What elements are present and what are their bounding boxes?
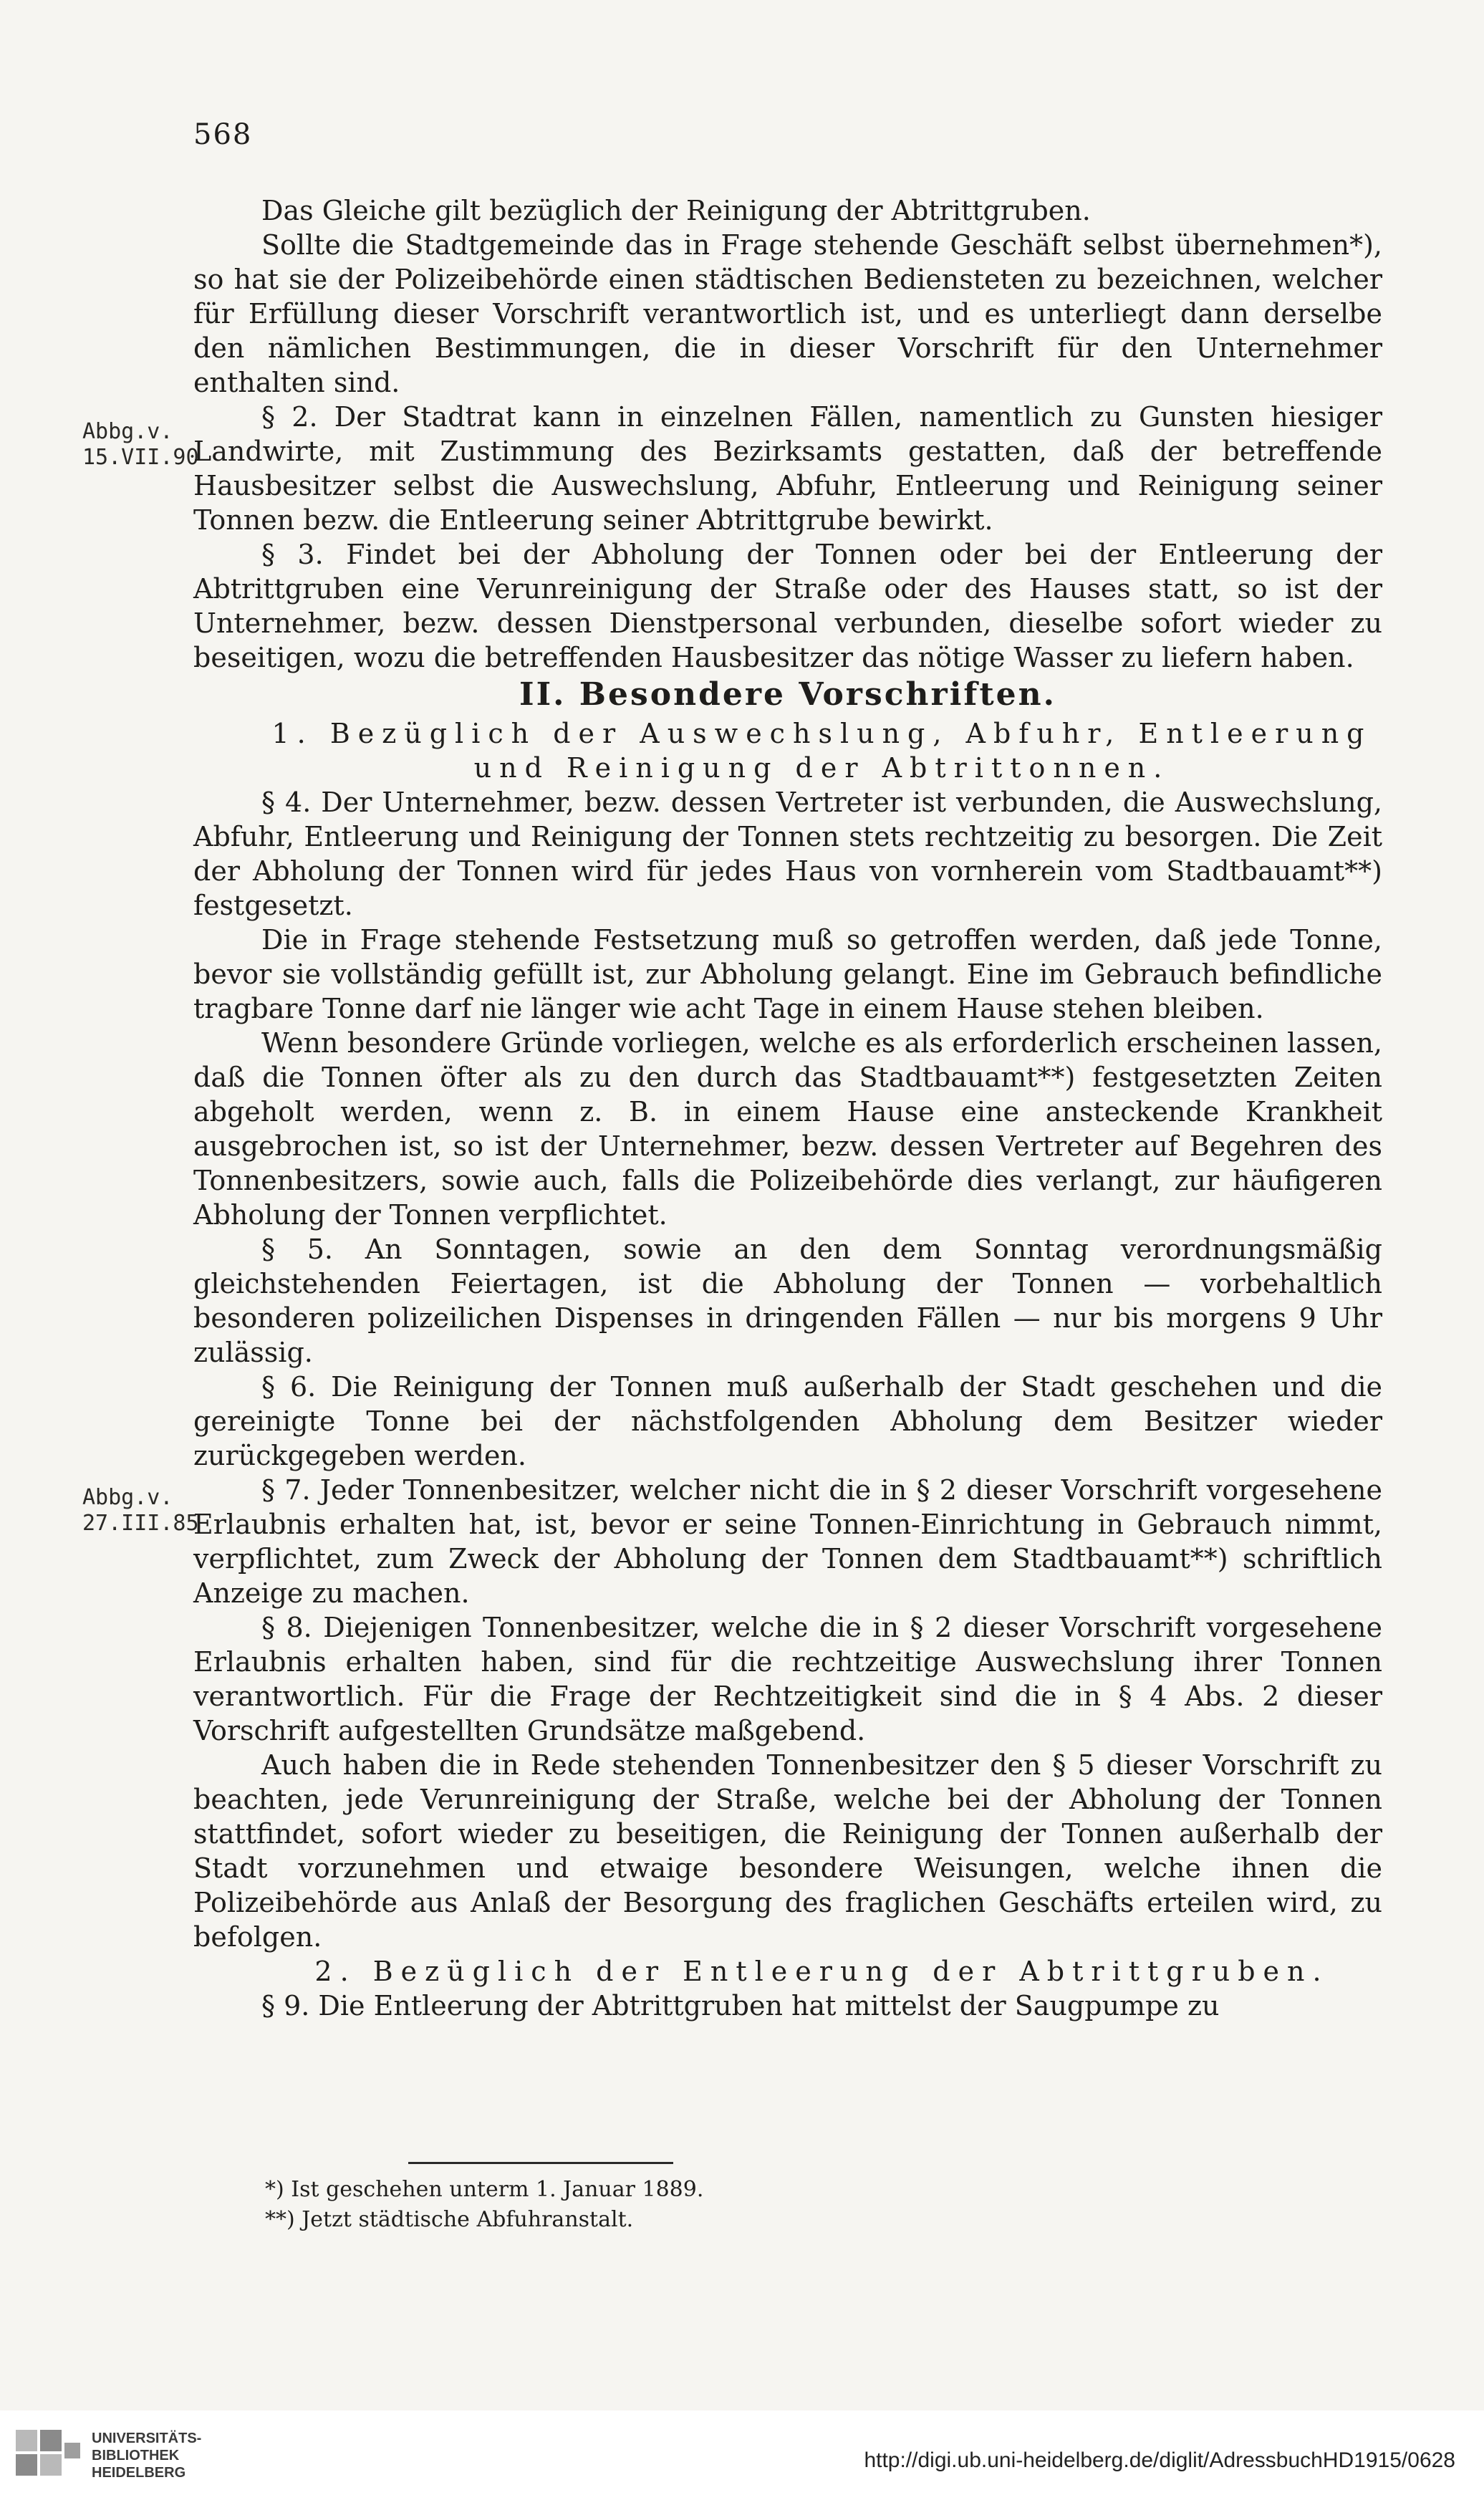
paragraph-section-2: § 2. Der Stadtrat kann in einzelnen Fällen, namentlich zu Gunsten hiesiger Landwirte, mit Zustimmung des Bezirksamts gestatten, daß der betreffende Hausbesitzer selbst die Auswechslung, Abfuhr, Entleerung und Reinigung seiner Tonnen bezw. die Entleerung seiner Abtrittgrube bewirkt.: [193, 401, 1382, 536]
paragraph-section-5: § 5. An Sonntagen, sowie an den dem Sonntag verordnungsmäßig gleichstehenden Feiertagen, ist die Abholung der Tonnen — vorbehaltlich besonderen polizeilichen Dispenses in dringenden Fällen — nur bis morgens 9 Uhr zulässig.: [193, 1234, 1382, 1368]
footnote-2: **) Jetzt städtische Abfuhranstalt.: [265, 2207, 634, 2232]
margin-note-2-line2: 27.III.85: [82, 1511, 199, 1536]
margin-note-1-line2: 15.VII.90: [82, 445, 199, 470]
library-name-line1: UNIVERSITÄTS-: [92, 2431, 202, 2446]
body-text: [193, 193, 1382, 2023]
source-url-link[interactable]: http://digi.ub.uni-heidelberg.de/diglit/AdressbuchHD1915/0628: [864, 2448, 1455, 2472]
footnote-1: *) Ist geschehen unterm 1. Januar 1889.: [265, 2177, 704, 2202]
university-library-logo-icon: [14, 2428, 83, 2486]
library-name-line2: BIBLIOTHEK: [92, 2448, 180, 2463]
paragraph-section-7: § 7. Jeder Tonnenbesitzer, welcher nicht die in § 2 dieser Vorschrift vorgesehene Erlaubnis erhalten hat, ist, bevor er seine Tonnen-Einrichtung in Gebrauch nimmt, verpflichtet, zum Zweck der Abholung der Tonnen dem Stadtbauamt**) schriftlich Anzeige zu machen.: [193, 1474, 1382, 1609]
page-number: 568: [193, 118, 253, 151]
library-name-line3: HEIDELBERG: [92, 2465, 186, 2481]
paragraph: Auch haben die in Rede stehenden Tonnenbesitzer den § 5 dieser Vorschrift zu beachten, jede Verunreinigung der Straße, welche bei der Abholung der Tonnen stattfindet, sofort wieder zu beseitigen, die Reinigung der Tonnen außerhalb der Stadt vorzunehmen und etwaige besondere Weisungen, welche ihnen die Polizeibehörde aus Anlaß der Besorgung des fraglichen Geschäfts erteilen wird, zu befolgen.: [193, 1749, 1382, 1953]
paragraph-section-8: § 8. Diejenigen Tonnenbesitzer, welche die in § 2 dieser Vorschrift vorgesehene Erlaubnis erhalten haben, sind für die rechtzeitige Auswechslung ihrer Tonnen verantwortlich. Für die Frage der Rechtzeitigkeit sind die in § 4 Abs. 2 dieser Vorschrift aufgestellten Grundsätze maßgebend.: [193, 1612, 1382, 1746]
subheading-1-line2: und Reinigung der Abtrittonnen.: [473, 752, 1170, 784]
paragraph: Wenn besondere Gründe vorliegen, welche es als erforderlich erscheinen lassen, daß die Tonnen öfter als zu den durch das Stadtbauamt**) festgesetzten Zeiten abgeholt werden, wenn z. B. in einem Hause eine ansteckende Krankheit ausgebrochen ist, so ist der Unternehmer, bezw. dessen Vertreter auf Begehren des Tonnenbesitzers, sowie auch, falls die Polizeibehörde dies verlangt, zur häufigeren Abholung der Tonnen verpflichtet.: [193, 1027, 1382, 1231]
margin-note-2: [82, 1485, 199, 1537]
paragraph: Die in Frage stehende Festsetzung muß so getroffen werden, daß jede Tonne, bevor sie vollständig gefüllt ist, zur Abholung gelangt. Eine im Gebrauch befindliche tragbare Tonne darf nie länger wie acht Tage in einem Hause stehen bleiben.: [193, 924, 1382, 1024]
footnotes: [265, 2175, 703, 2235]
margin-note-2-line1: Abbg.v.: [82, 1485, 173, 1510]
paragraph-section-9: § 9. Die Entleerung der Abtrittgruben hat mittelst der Saugpumpe zu: [261, 1990, 1220, 2022]
subheading-1-line1: 1. Bezüglich der Auswechslung, Abfuhr, Entleerung: [271, 718, 1372, 749]
margin-note-1-line1: Abbg.v.: [82, 419, 173, 444]
footnote-divider: [408, 2162, 673, 2164]
section-heading: II. Besondere Vorschriften.: [519, 676, 1056, 713]
paragraph: Sollte die Stadtgemeinde das in Frage stehende Geschäft selbst übernehmen*), so hat sie der Polizeibehörde einen städtischen Bediensteten zu bezeichnen, welcher für Erfüllung dieser Vorschrift verantwortlich ist, und es unterliegt dann derselbe den nämlichen Bestimmungen, die in dieser Vorschrift für den Unternehmer enthalten sind.: [193, 229, 1382, 398]
margin-note-1: [82, 419, 199, 471]
paragraph: Das Gleiche gilt bezüglich der Reinigung der Abtrittgruben.: [261, 195, 1091, 226]
paragraph-section-3: § 3. Findet bei der Abholung der Tonnen oder bei der Entleerung der Abtrittgruben eine Verunreinigung der Straße oder des Hauses statt, so ist der Unternehmer, bezw. dessen Dienstpersonal verbunden, dieselbe sofort wieder zu beseitigen, wozu die betreffenden Hausbesitzer das nötige Wasser zu liefern haben.: [193, 539, 1382, 673]
subheading-2: 2. Bezüglich der Entleerung der Abtrittgruben.: [314, 1956, 1329, 1987]
paragraph-section-4: § 4. Der Unternehmer, bezw. dessen Vertreter ist verbunden, die Auswechslung, Abfuhr, Entleerung und Reinigung der Tonnen stets rechtzeitig zu besorgen. Die Zeit der Abholung der Tonnen wird für jedes Haus von vornherein vom Stadtbauamt**) festgesetzt.: [193, 787, 1382, 921]
library-name: [92, 2430, 201, 2481]
paragraph-section-6: § 6. Die Reinigung der Tonnen muß außerhalb der Stadt geschehen und die gereinigte Tonne bei der nächstfolgenden Abholung dem Besitzer wieder zurückgegeben werden.: [193, 1371, 1382, 1471]
